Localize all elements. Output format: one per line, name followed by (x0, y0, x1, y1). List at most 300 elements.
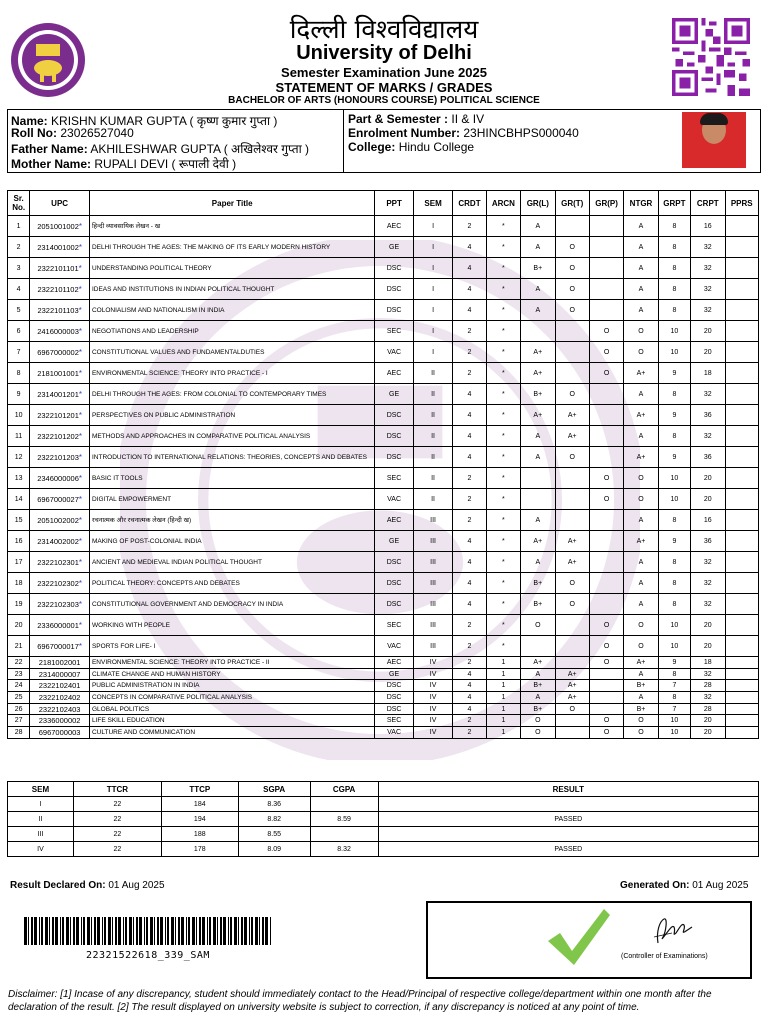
marks-cell-arcn: * (486, 615, 520, 636)
marks-cell-ppt: GE (375, 531, 413, 552)
marks-cell-sr: 7 (8, 342, 30, 363)
marks-cell-ntgr: A (624, 692, 658, 704)
marks-cell-crpt: 32 (691, 279, 725, 300)
marks-cell-grl: A (521, 279, 555, 300)
marks-cell-title: ENVIRONMENTAL SCIENCE: THEORY INTO PRACTICE - II (89, 657, 374, 669)
marks-cell-grp: O (589, 657, 623, 669)
marks-cell-crdt: 4 (453, 279, 486, 300)
summary-cell-cgpa (310, 797, 378, 812)
marks-header-cell: Paper Title (89, 191, 374, 216)
marks-cell-sr: 25 (8, 692, 30, 704)
marks-row (8, 680, 759, 692)
marks-cell-sr: 28 (8, 727, 30, 739)
marks-cell-upc: 6967000017* (30, 636, 90, 657)
marks-cell-sr: 20 (8, 615, 30, 636)
marks-cell-grpt: 7 (658, 680, 690, 692)
marks-cell-title: ANCIENT AND MEDIEVAL INDIAN POLITICAL THOUGHT (89, 552, 374, 573)
marks-cell-crpt: 18 (691, 657, 725, 669)
marks-cell-title: CONCEPTS IN COMPARATIVE POLITICAL ANALYSIS (89, 692, 374, 704)
marks-cell-grpt: 8 (658, 668, 690, 680)
marks-cell-pprs (725, 405, 759, 426)
marks-row (8, 573, 759, 594)
marks-cell-pprs (725, 363, 759, 384)
college-name: Hindu College (398, 140, 475, 154)
marks-cell-grl (521, 636, 555, 657)
marks-row (8, 703, 759, 715)
marks-cell-title: PERSPECTIVES ON PUBLIC ADMINISTRATION (89, 405, 374, 426)
summary-cell-sgpa: 8.09 (238, 842, 310, 857)
marks-cell-pprs (725, 321, 759, 342)
marks-cell-crpt: 20 (691, 468, 725, 489)
marks-cell-crpt: 28 (691, 703, 725, 715)
marks-cell-grp: O (589, 727, 623, 739)
marks-cell-pprs (725, 531, 759, 552)
marks-cell-arcn: * (486, 489, 520, 510)
marks-header-cell: ARCN (486, 191, 520, 216)
marks-cell-crdt: 2 (453, 468, 486, 489)
marks-cell-grpt: 8 (658, 573, 690, 594)
summary-cell-sem: II (8, 812, 74, 827)
summary-header-cell: SGPA (238, 782, 310, 797)
marks-cell-grl: A (521, 216, 555, 237)
marks-cell-grl: A (521, 426, 555, 447)
marks-cell-grt: A+ (555, 668, 589, 680)
marks-cell-pprs (725, 510, 759, 531)
marks-cell-grpt: 10 (658, 468, 690, 489)
marks-cell-ntgr: A (624, 594, 658, 615)
marks-cell-crdt: 2 (453, 727, 486, 739)
marks-cell-grt (555, 468, 589, 489)
marks-cell-ppt: DSC (375, 573, 413, 594)
summary-cell-ttcp: 178 (161, 842, 238, 857)
marks-cell-crpt: 20 (691, 715, 725, 727)
marks-cell-crpt: 32 (691, 426, 725, 447)
marks-cell-arcn: 1 (486, 727, 520, 739)
marks-cell-sr: 17 (8, 552, 30, 573)
marks-cell-grp (589, 668, 623, 680)
marks-cell-sem: IV (413, 727, 452, 739)
summary-cell-result: PASSED (378, 812, 758, 827)
marks-cell-pprs (725, 552, 759, 573)
marks-cell-ntgr: A+ (624, 447, 658, 468)
marks-cell-title: CONSTITUTIONAL GOVERNMENT AND DEMOCRACY IN INDIA (89, 594, 374, 615)
marks-cell-ntgr: A (624, 552, 658, 573)
marks-cell-ppt: DSC (375, 426, 413, 447)
marks-cell-upc: 2322101101* (30, 258, 90, 279)
summary-row (8, 827, 759, 842)
marks-cell-ntgr: B+ (624, 680, 658, 692)
marks-cell-arcn: * (486, 426, 520, 447)
marks-cell-arcn: 1 (486, 680, 520, 692)
marks-cell-crdt: 2 (453, 615, 486, 636)
marks-cell-crdt: 2 (453, 363, 486, 384)
marks-cell-ntgr: A (624, 279, 658, 300)
marks-cell-ntgr: A (624, 573, 658, 594)
marks-cell-grl: A+ (521, 342, 555, 363)
marks-cell-arcn: 1 (486, 715, 520, 727)
marks-cell-pprs (725, 426, 759, 447)
marks-cell-grp (589, 573, 623, 594)
marks-cell-ppt: SEC (375, 468, 413, 489)
marks-cell-grp (589, 300, 623, 321)
marks-cell-title: DIGITAL EMPOWERMENT (89, 489, 374, 510)
marks-row (8, 300, 759, 321)
marks-row (8, 363, 759, 384)
enrolment-line: Enrolment Number: 23HINCBHPS000040 (348, 126, 579, 140)
marks-cell-upc: 2322102302* (30, 573, 90, 594)
marks-cell-grp (589, 692, 623, 704)
marks-cell-grt: O (555, 573, 589, 594)
marks-cell-title: COLONIALISM AND NATIONALISM IN INDIA (89, 300, 374, 321)
marks-cell-pprs (725, 342, 759, 363)
marks-cell-grt: O (555, 703, 589, 715)
marks-cell-arcn: 1 (486, 703, 520, 715)
marks-cell-crdt: 4 (453, 692, 486, 704)
marks-row (8, 552, 759, 573)
marks-cell-title: रचनात्मक और रचनात्मक लेखन (हिन्दी ख) (89, 510, 374, 531)
marks-cell-crpt: 32 (691, 668, 725, 680)
marks-cell-ppt: DSC (375, 258, 413, 279)
marks-cell-grl: B+ (521, 258, 555, 279)
marks-cell-arcn: * (486, 321, 520, 342)
marks-cell-ntgr: A (624, 300, 658, 321)
marks-cell-pprs (725, 216, 759, 237)
marks-cell-sem: II (413, 363, 452, 384)
marks-cell-crdt: 2 (453, 636, 486, 657)
marks-cell-ntgr: A (624, 258, 658, 279)
marks-cell-ntgr: A+ (624, 363, 658, 384)
marks-cell-upc: 2416000003* (30, 321, 90, 342)
marks-cell-grl: A+ (521, 657, 555, 669)
marks-cell-arcn: * (486, 594, 520, 615)
asterisk-mark: * (78, 242, 83, 252)
marks-cell-sem: IV (413, 657, 452, 669)
marks-cell-grt: O (555, 447, 589, 468)
summary-cell-ttcp: 188 (161, 827, 238, 842)
marks-cell-ntgr: A (624, 426, 658, 447)
marks-row (8, 510, 759, 531)
marks-cell-sr: 12 (8, 447, 30, 468)
marks-cell-ntgr: A (624, 668, 658, 680)
marks-cell-ppt: DSC (375, 405, 413, 426)
marks-cell-pprs (725, 300, 759, 321)
summary-cell-ttcr: 22 (73, 797, 161, 812)
marks-cell-sr: 2 (8, 237, 30, 258)
marks-cell-grt: O (555, 237, 589, 258)
marks-cell-sem: III (413, 531, 452, 552)
marks-cell-grt: A+ (555, 531, 589, 552)
marks-cell-grl (521, 468, 555, 489)
marks-cell-grl (521, 489, 555, 510)
marks-cell-sr: 27 (8, 715, 30, 727)
marks-cell-upc: 2314001002* (30, 237, 90, 258)
marks-cell-crdt: 2 (453, 657, 486, 669)
summary-row (8, 842, 759, 857)
marks-cell-grt (555, 657, 589, 669)
marks-cell-upc: 2322102403 (30, 703, 90, 715)
summary-header-cell: RESULT (378, 782, 758, 797)
marks-cell-crpt: 36 (691, 531, 725, 552)
marks-cell-grl: A (521, 447, 555, 468)
marks-cell-ppt: DSC (375, 594, 413, 615)
marks-header-cell: GR(L) (521, 191, 555, 216)
marks-cell-grp: O (589, 489, 623, 510)
marks-cell-arcn: * (486, 216, 520, 237)
marks-cell-sem: III (413, 510, 452, 531)
father-name: AKHILESHWAR GUPTA ( अखिलेश्वर गुप्ता ) (90, 142, 310, 156)
marks-cell-grp (589, 426, 623, 447)
marks-cell-ppt: VAC (375, 636, 413, 657)
marks-cell-title: ENVIRONMENTAL SCIENCE: THEORY INTO PRACTICE - I (89, 363, 374, 384)
marks-cell-grpt: 8 (658, 552, 690, 573)
asterisk-mark: * (78, 389, 83, 399)
marks-cell-sem: III (413, 615, 452, 636)
summary-header-cell: CGPA (310, 782, 378, 797)
part-semester-line: Part & Semester : II & IV (348, 112, 485, 126)
marks-cell-grpt: 10 (658, 489, 690, 510)
marks-cell-ntgr: A+ (624, 657, 658, 669)
summary-cell-ttcp: 194 (161, 812, 238, 827)
marks-cell-ppt: DSC (375, 447, 413, 468)
summary-cell-ttcr: 22 (73, 827, 161, 842)
marks-cell-sem: II (413, 426, 452, 447)
marks-cell-ppt: DSC (375, 300, 413, 321)
summary-cell-cgpa: 8.59 (310, 812, 378, 827)
marks-cell-pprs (725, 447, 759, 468)
marks-cell-grt (555, 510, 589, 531)
marks-cell-grp (589, 447, 623, 468)
asterisk-mark: * (78, 368, 83, 378)
marks-row (8, 447, 759, 468)
asterisk-mark: * (78, 599, 83, 609)
marks-cell-title: हिन्दी व्यावसायिक लेखन - ख (89, 216, 374, 237)
asterisk-mark: * (78, 578, 83, 588)
marks-table (7, 190, 759, 739)
asterisk-mark: * (78, 221, 83, 231)
marks-row (8, 715, 759, 727)
asterisk-mark: * (78, 452, 83, 462)
marks-row (8, 216, 759, 237)
marks-cell-grpt: 8 (658, 510, 690, 531)
marks-cell-grt: A+ (555, 405, 589, 426)
marks-cell-grt (555, 363, 589, 384)
roll-number: 23026527040 (60, 126, 134, 140)
marks-cell-upc: 2322102401 (30, 680, 90, 692)
marks-header-cell: NTGR (624, 191, 658, 216)
marks-cell-grl: B+ (521, 573, 555, 594)
marks-cell-sr: 26 (8, 703, 30, 715)
marks-cell-grl: A (521, 668, 555, 680)
university-hindi-title: दिल्ली विश्वविद्यालय (289, 15, 479, 45)
marks-cell-sr: 24 (8, 680, 30, 692)
marks-cell-grl: B+ (521, 594, 555, 615)
marks-cell-crpt: 32 (691, 573, 725, 594)
marks-cell-sr: 23 (8, 668, 30, 680)
summary-cell-ttcr: 22 (73, 842, 161, 857)
marks-cell-sr: 4 (8, 279, 30, 300)
marks-cell-crpt: 20 (691, 321, 725, 342)
roll-number-line: Roll No: 23026527040 (11, 126, 134, 140)
marks-cell-crdt: 4 (453, 384, 486, 405)
marks-cell-arcn: * (486, 300, 520, 321)
marks-cell-upc: 2336000002 (30, 715, 90, 727)
marks-cell-grp: O (589, 342, 623, 363)
marks-cell-grt (555, 216, 589, 237)
marks-cell-crdt: 2 (453, 715, 486, 727)
marks-cell-grpt: 8 (658, 279, 690, 300)
marks-cell-grt: A+ (555, 426, 589, 447)
marks-cell-sem: IV (413, 668, 452, 680)
marks-cell-title: METHODS AND APPROACHES IN COMPARATIVE POLITICAL ANALYSIS (89, 426, 374, 447)
marks-cell-grpt: 10 (658, 342, 690, 363)
marks-cell-grt: O (555, 279, 589, 300)
marks-cell-ntgr: A (624, 384, 658, 405)
marks-cell-grt (555, 489, 589, 510)
marks-cell-sem: II (413, 405, 452, 426)
mother-name: RUPALI DEVI ( रूपाली देवी ) (94, 157, 237, 171)
summary-cell-cgpa: 8.32 (310, 842, 378, 857)
marks-cell-ppt: VAC (375, 489, 413, 510)
marks-cell-grp: O (589, 615, 623, 636)
marks-cell-crdt: 4 (453, 594, 486, 615)
marks-cell-grt: A+ (555, 552, 589, 573)
summary-header-cell: TTCP (161, 782, 238, 797)
marks-cell-crdt: 4 (453, 680, 486, 692)
marks-cell-pprs (725, 279, 759, 300)
asterisk-mark: * (78, 536, 83, 546)
marks-cell-crpt: 32 (691, 300, 725, 321)
marks-cell-grl: B+ (521, 680, 555, 692)
marks-cell-ntgr: A (624, 216, 658, 237)
student-info-box (7, 109, 761, 173)
marks-cell-crdt: 4 (453, 573, 486, 594)
summary-cell-sem: I (8, 797, 74, 812)
marks-cell-grl: A+ (521, 531, 555, 552)
asterisk-mark: * (78, 410, 83, 420)
barcode-number: 22321522618_339_SAM (86, 950, 210, 961)
marks-cell-pprs (725, 258, 759, 279)
marks-cell-ppt: DSC (375, 703, 413, 715)
marks-cell-crdt: 4 (453, 552, 486, 573)
marks-header-cell: GRPT (658, 191, 690, 216)
summary-cell-result (378, 827, 758, 842)
marks-cell-title: PUBLIC ADMINISTRATION IN INDIA (89, 680, 374, 692)
marks-cell-ntgr: O (624, 615, 658, 636)
asterisk-mark: * (78, 620, 83, 630)
marks-header-cell: Sr. No. (8, 191, 30, 216)
summary-cell-sem: IV (8, 842, 74, 857)
marks-cell-sem: II (413, 468, 452, 489)
summary-cell-cgpa (310, 827, 378, 842)
course-title: BACHELOR OF ARTS (HONOURS COURSE) POLITICAL SCIENCE (228, 95, 540, 106)
marks-cell-ntgr: O (624, 468, 658, 489)
enrolment-number: 23HINCBHPS000040 (463, 126, 579, 140)
marks-cell-upc: 2051001002* (30, 216, 90, 237)
marks-cell-grt (555, 321, 589, 342)
marks-cell-ppt: AEC (375, 363, 413, 384)
asterisk-mark: * (78, 515, 83, 525)
marks-cell-ppt: AEC (375, 657, 413, 669)
marks-cell-grpt: 8 (658, 594, 690, 615)
marks-cell-sr: 8 (8, 363, 30, 384)
marks-cell-arcn: * (486, 342, 520, 363)
marks-cell-crpt: 36 (691, 405, 725, 426)
statement-title: STATEMENT OF MARKS / GRADES (275, 80, 493, 95)
marks-cell-ppt: DSC (375, 279, 413, 300)
marks-cell-crpt: 32 (691, 237, 725, 258)
marks-cell-grt (555, 615, 589, 636)
summary-header-cell: SEM (8, 782, 74, 797)
marks-cell-grp: O (589, 321, 623, 342)
marks-cell-sem: IV (413, 680, 452, 692)
college-line: College: Hindu College (348, 140, 475, 154)
marks-cell-crpt: 32 (691, 258, 725, 279)
marks-cell-upc: 2322101201* (30, 405, 90, 426)
marks-cell-grp: O (589, 636, 623, 657)
marks-cell-title: DELHI THROUGH THE AGES: FROM COLONIAL TO CONTEMPORARY TIMES (89, 384, 374, 405)
marks-cell-title: POLITICAL THEORY: CONCEPTS AND DEBATES (89, 573, 374, 594)
marks-cell-upc: 2322102303* (30, 594, 90, 615)
marks-cell-grpt: 9 (658, 363, 690, 384)
marks-cell-crpt: 20 (691, 489, 725, 510)
marks-cell-grt (555, 342, 589, 363)
marks-cell-grt (555, 715, 589, 727)
marks-cell-sr: 18 (8, 573, 30, 594)
marks-header-cell: GR(T) (555, 191, 589, 216)
summary-cell-ttcr: 22 (73, 812, 161, 827)
marks-cell-crpt: 20 (691, 727, 725, 739)
marks-cell-ntgr: O (624, 636, 658, 657)
marks-cell-grp (589, 552, 623, 573)
summary-cell-sem: III (8, 827, 74, 842)
marks-cell-upc: 2181001001* (30, 363, 90, 384)
marks-cell-title: MAKING OF POST-COLONIAL INDIA (89, 531, 374, 552)
marks-cell-sem: IV (413, 703, 452, 715)
marks-cell-ntgr: O (624, 489, 658, 510)
marks-cell-grt: A+ (555, 680, 589, 692)
marks-cell-crpt: 16 (691, 216, 725, 237)
asterisk-mark: * (78, 473, 83, 483)
marks-cell-ntgr: A+ (624, 405, 658, 426)
marks-row (8, 657, 759, 669)
marks-row (8, 489, 759, 510)
marks-cell-pprs (725, 615, 759, 636)
marks-cell-grpt: 8 (658, 384, 690, 405)
marks-cell-arcn: * (486, 237, 520, 258)
marks-cell-upc: 2314002002* (30, 531, 90, 552)
marks-cell-sr: 3 (8, 258, 30, 279)
marks-cell-sr: 19 (8, 594, 30, 615)
marks-cell-sr: 13 (8, 468, 30, 489)
marks-cell-upc: 6967000003 (30, 727, 90, 739)
marks-cell-title: DELHI THROUGH THE AGES: THE MAKING OF ITS EARLY MODERN HISTORY (89, 237, 374, 258)
marks-cell-crdt: 4 (453, 668, 486, 680)
summary-cell-sgpa: 8.36 (238, 797, 310, 812)
marks-row (8, 615, 759, 636)
marks-cell-crdt: 2 (453, 489, 486, 510)
marks-cell-sem: III (413, 552, 452, 573)
marks-row (8, 279, 759, 300)
marks-header-cell: GR(P) (589, 191, 623, 216)
marks-cell-ppt: AEC (375, 510, 413, 531)
marks-cell-pprs (725, 657, 759, 669)
marks-cell-grpt: 10 (658, 615, 690, 636)
summary-row (8, 797, 759, 812)
marks-cell-sem: IV (413, 692, 452, 704)
marks-cell-upc: 2346000006* (30, 468, 90, 489)
marks-cell-ppt: SEC (375, 321, 413, 342)
asterisk-mark: * (78, 557, 83, 567)
